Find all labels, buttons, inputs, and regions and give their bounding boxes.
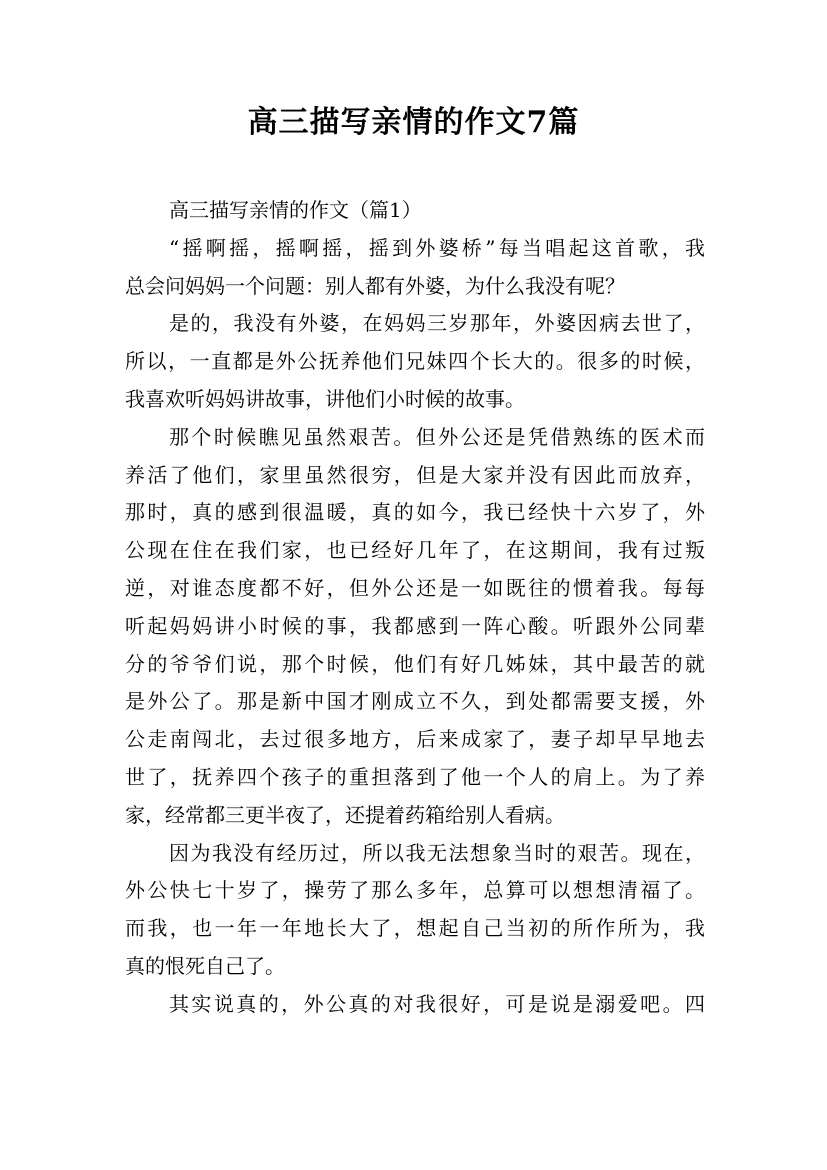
text-line: 总会问妈妈一个问题：别人都有外婆，为什么我没有呢？ — [125, 273, 625, 298]
text-line: 公现在住在我们家，也已经好几年了，在这期间，我有过叛 — [125, 538, 705, 563]
text-line: 所以，一直都是外公抚养他们兄妹四个长大的。很多的时候， — [125, 349, 705, 374]
text-line: 养活了他们，家里虽然很穷，但是大家并没有因此而放弃， — [125, 462, 705, 487]
text-line: 是外公了。那是新中国才刚成立不久，到处都需要支援，外 — [125, 689, 705, 714]
text-line: 真的恨死自己了。 — [125, 953, 285, 978]
text-line: 是的，我没有外婆，在妈妈三岁那年，外婆因病去世了， — [169, 311, 705, 336]
text-line: 那时，真的感到很温暖，真的如今，我已经快十六岁了，外 — [125, 500, 705, 525]
text-line: 家，经常都三更半夜了，还提着药箱给别人看病。 — [125, 802, 565, 827]
document-title: 高三描写亲情的作文7篇 — [247, 105, 580, 140]
text-line: 听起妈妈讲小时候的事，我都感到一阵心酸。听跟外公同辈 — [125, 613, 705, 638]
text-line: 而我，也一年一年地长大了，想起自己当初的所作所为，我 — [125, 916, 705, 941]
text-line: 分的爷爷们说，那个时候，他们有好几姊妹，其中最苦的就 — [125, 651, 705, 676]
text-line: 其实说真的，外公真的对我很好，可是说是溺爱吧。四 — [169, 991, 705, 1016]
text-line: “摇啊摇，摇啊摇，摇到外婆桥”每当唱起这首歌，我 — [169, 235, 705, 260]
text-line: 世了，抚养四个孩子的重担落到了他一个人的肩上。为了养 — [125, 764, 705, 789]
text-line: 外公快七十岁了，操劳了那么多年，总算可以想想清福了。 — [125, 878, 705, 903]
text-line: 那个时候瞧见虽然艰苦。但外公还是凭借熟练的医术而 — [169, 424, 705, 449]
text-line: 我喜欢听妈妈讲故事，讲他们小时候的故事。 — [125, 386, 525, 411]
text-line: 逆，对谁态度都不好，但外公还是一如既往的惯着我。每每 — [125, 575, 705, 600]
text-line: 高三描写亲情的作文（篇1） — [169, 198, 422, 222]
text-line: 公走南闯北，去过很多地方，后来成家了，妻子却早早地去 — [125, 727, 705, 752]
text-line: 因为我没有经历过，所以我无法想象当时的艰苦。现在， — [169, 840, 705, 865]
document-body — [125, 192, 705, 1024]
